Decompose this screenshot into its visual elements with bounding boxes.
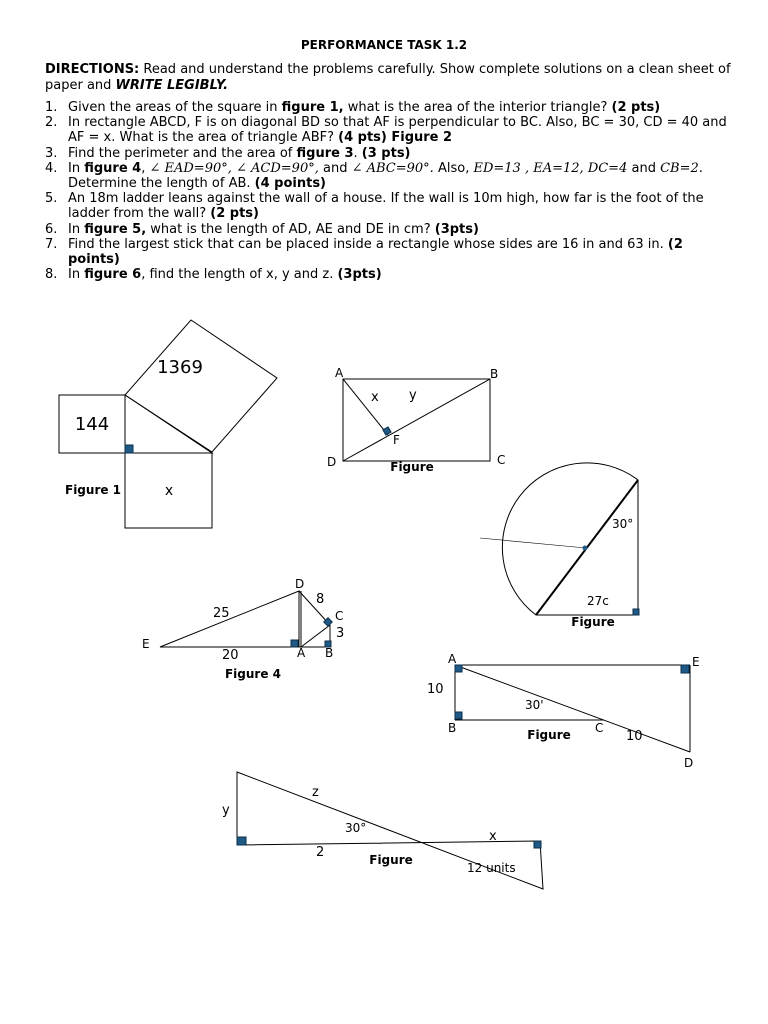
vertex-b: B (325, 646, 334, 660)
vertex-a: A (297, 646, 306, 660)
problem-number: 6. (45, 221, 58, 237)
problem-number: 7. (45, 236, 58, 252)
problem-number: 1. (45, 100, 58, 115)
problem-text: , (141, 160, 150, 176)
problem-text: (4 points) (254, 176, 326, 192)
vertex-b: B (448, 721, 457, 735)
right-angle-mark (455, 712, 462, 719)
center-point (583, 546, 588, 551)
square-1369 (125, 320, 277, 452)
label-dc: 8 (316, 592, 325, 607)
problem-number: 2. (45, 115, 58, 131)
label-x: x (164, 483, 174, 499)
directions-text: Read and understand the problems carefully. Show complete solutions on a clean sheet of paper and (45, 62, 731, 93)
label-y: y (409, 388, 417, 403)
label-x: x (371, 390, 379, 405)
segment-af (343, 379, 388, 435)
figure-4-caption: Figure 4 (224, 667, 282, 681)
angle-label: 30° (345, 821, 367, 835)
problem-text: ∠ EAD=90°, ∠ ACD=90°, (149, 160, 319, 176)
figure-6-caption: Figure (369, 853, 413, 867)
problem-text: Find the perimeter and the area of (68, 145, 297, 161)
angle-label: 30' (525, 698, 544, 712)
problem-number: 3. (45, 145, 58, 161)
vertex-a: A (335, 366, 344, 380)
page-title: PERFORMANCE TASK 1.2 (300, 38, 468, 52)
vertex-c: C (595, 721, 604, 735)
problem-number: 4. (45, 160, 58, 176)
vertex-d: D (327, 455, 337, 469)
problem-number: 5. (45, 191, 58, 207)
problem-text: (3pts) (337, 267, 382, 283)
radius (480, 538, 586, 548)
problem-text: and (627, 160, 661, 176)
right-angle-mark (534, 841, 541, 848)
problem-text: figure 5, (84, 221, 147, 237)
side-label: 27c (587, 594, 609, 608)
label-144: 144 (74, 414, 110, 435)
problem-text: (2 points) (68, 236, 683, 268)
label-1369: 1369 (157, 357, 203, 378)
label-base: 2 (316, 845, 325, 860)
problem-text: In rectangle ABCD, F is on diagonal BD so that AF is perpendicular to BC. Also, BC = 30, CD = 40 and AF = x. What is the area of triangle ABF? (68, 115, 727, 146)
directions-label: DIRECTIONS: (45, 62, 140, 77)
vertex-d: D (295, 577, 305, 591)
right-angle-mark (681, 665, 689, 673)
vertex-c: C (497, 453, 506, 467)
vertex-a: A (448, 652, 457, 666)
problem-text: what is the length of AD, AE and DE in cm? (146, 221, 435, 237)
problem-text: (2 pts) (210, 206, 259, 222)
label-z: z (312, 785, 319, 800)
problem-text: Determine the length of AB. (68, 176, 255, 192)
problem-text: what is the area of the interior triangle? (343, 100, 612, 115)
directions-emphasis: WRITE LEGIBLY. (115, 77, 229, 93)
problem-text: An 18m ladder leans against the wall of a house. If the wall is 10m high, how far is the foot of the ladder from the wall? (68, 191, 704, 222)
problem-text: CB=2. (660, 160, 703, 176)
vertex-e: E (692, 655, 700, 669)
right-angle-mark (125, 445, 133, 453)
interior-triangle (125, 395, 212, 453)
right-angle-mark (633, 609, 639, 615)
problem-text: (2 pts) (611, 100, 661, 115)
problem-text: In (68, 267, 85, 283)
problem-text: figure 6 (84, 267, 142, 283)
vertex-d: D (684, 756, 694, 770)
angle-label: 30° (612, 517, 634, 531)
right-angle-mark (383, 427, 391, 435)
problem-text: (3 pts) (361, 145, 411, 161)
segment-ad (455, 665, 690, 752)
label-ab: 10 (427, 682, 444, 697)
units-label: 12 units (467, 861, 516, 875)
figure-3-caption: Figure (571, 615, 615, 629)
problem-text: ∠ ABC=90°. (351, 160, 434, 176)
problem-text: DC=4 (587, 160, 628, 176)
figure-1-caption: Figure 1 (65, 483, 122, 497)
problem-text: Given the areas of the square in (68, 100, 282, 115)
semicircle-region (502, 463, 638, 615)
problem-text: figure 1, (281, 100, 344, 115)
figure-2-caption: Figure (390, 460, 434, 474)
problem-text: figure 3 (296, 145, 354, 161)
figure-3 (480, 463, 639, 615)
label-ea: 20 (222, 648, 239, 663)
problem-text: . (353, 145, 362, 161)
problem-text: (4 pts) Figure 2 (338, 130, 453, 146)
right-angle-mark (237, 837, 246, 845)
label-ed: 25 (213, 606, 230, 621)
problem-number: 8. (45, 267, 58, 283)
label-y: y (222, 803, 230, 818)
label-x: x (489, 829, 497, 844)
problem-text: ED=13 , EA=12, (473, 160, 584, 176)
figure-5-caption: Figure (527, 728, 571, 742)
vertex-c: C (335, 609, 344, 623)
problem-text: , find the length of x, y and z. (141, 267, 338, 283)
problem-text: In (68, 221, 85, 237)
problem-text: In (68, 160, 85, 176)
problem-text: Also, (433, 160, 474, 176)
problem-text: figure 4 (84, 160, 142, 176)
vertex-b: B (490, 367, 499, 381)
figure-5 (455, 665, 690, 752)
figure-4 (160, 591, 332, 647)
problem-text: and (318, 160, 352, 176)
point-f: F (393, 433, 400, 447)
label-cb: 3 (336, 626, 345, 641)
problem-text: Find the largest stick that can be placed inside a rectangle whose sides are 16 in and 63 in. (68, 236, 668, 252)
problem-text: (3pts) (434, 221, 479, 237)
right-angle-mark (455, 665, 462, 672)
vertex-e: E (142, 637, 150, 651)
label-cd: 10 (626, 729, 643, 744)
